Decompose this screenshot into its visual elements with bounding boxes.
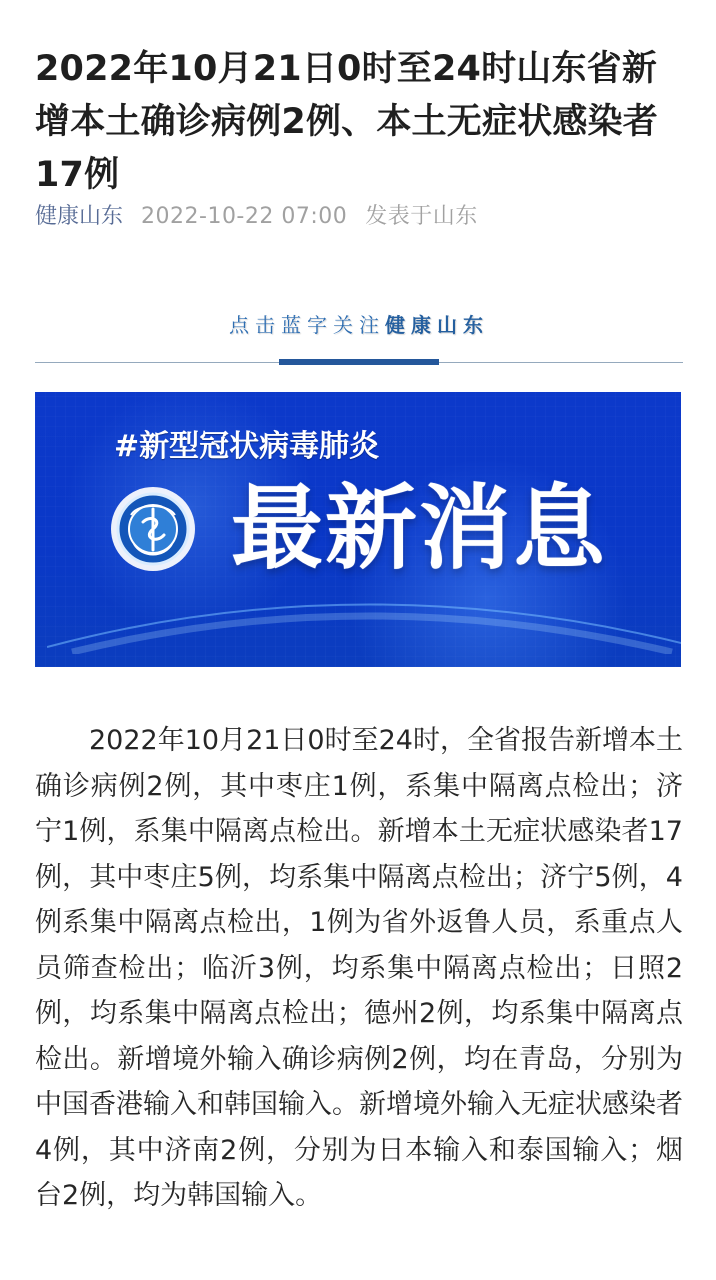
article-meta	[35, 197, 478, 237]
article-body-paragraph: 2022年10月21日0时至24时，全省报告新增本土确诊病例2例，其中枣庄1例，系集中隔离点检出；济宁1例，系集中隔离点检出。新增本土无症状感染者17例，其中枣庄5例，均系集中隔离点检出；济宁5例，4例系集中隔离点检出，1例为省外返鲁人员，系重点人员筛查检出；临沂3例，均系集中隔离点检出；日照2例，均系集中隔离点检出；德州2例，均系集中隔离点检出。新增境外输入确诊病例2例，均在青岛，分别为中国香港输入和韩国输入。新增境外输入无症状感染者4例，其中济南2例，分别为日本输入和泰国输入；烟台2例，均为韩国输入。	[35, 725, 683, 1211]
hero-topic: #新型冠状病毒肺炎	[114, 429, 380, 464]
health-commission-seal-icon	[108, 484, 198, 574]
author-link[interactable]: 健康山东	[35, 204, 124, 229]
publish-time: 2022-10-22 07:00	[141, 204, 348, 229]
follow-banner[interactable]	[35, 302, 683, 370]
follow-banner-accent-bar	[279, 359, 439, 365]
follow-banner-account: 健康山东	[385, 313, 489, 337]
follow-banner-text	[35, 308, 683, 342]
article-title: 2022年10月21日0时至24时山东省新增本土确诊病例2例、本土无症状感染者17例	[35, 49, 658, 196]
publish-location: 发表于山东	[365, 204, 478, 229]
hero-headline: 最新消息	[231, 475, 608, 582]
follow-banner-prefix: 点击蓝字关注	[229, 313, 385, 337]
hero-image	[35, 392, 681, 667]
